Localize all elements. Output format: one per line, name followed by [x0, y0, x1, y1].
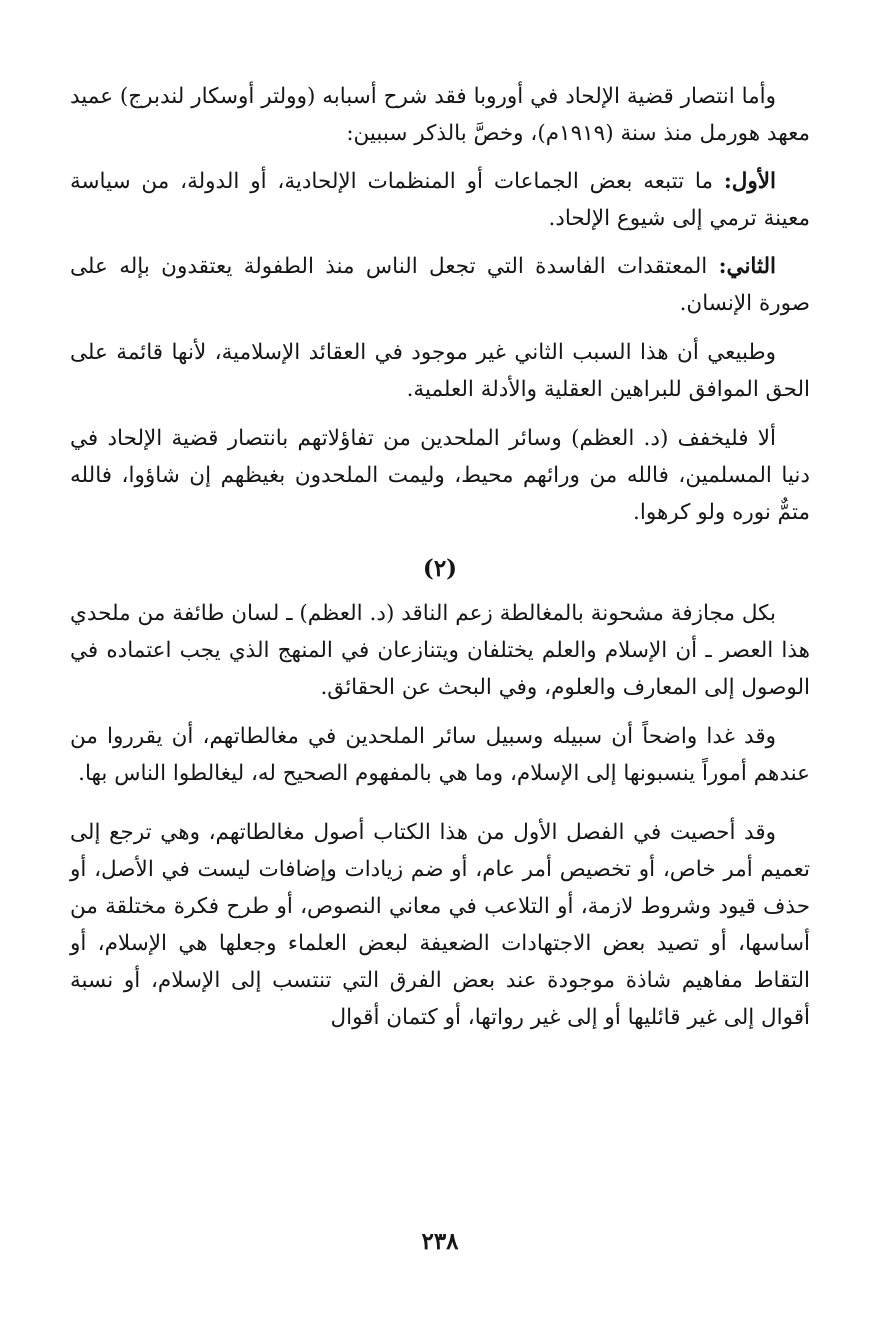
- paragraph-atheists-hopes: ألا فليخفف (د. العظم) وسائر الملحدين من تفاؤلاتهم بانتصار قضية الإلحاد في دنيا المسلمين، فالله من ورائهم محيط، وليمت الملحدون بغيظهم إن شاؤوا، فالله متمٌّ نوره ولو كرهوا.: [70, 426, 810, 525]
- paragraph-second-reason: [70, 248, 810, 322]
- first-reason-label: الأول:: [723, 169, 776, 194]
- page-number: ٢٣٨: [421, 1228, 459, 1255]
- book-page: [70, 78, 810, 1268]
- paragraph-islamic-beliefs: وطبيعي أن هذا السبب الثاني غير موجود في العقائد الإسلامية، لأنها قائمة على الحق الموافق للبراهين العقلية والأدلة العلمية.: [70, 340, 810, 402]
- section-number: (٢): [422, 555, 458, 582]
- second-reason-text: المعتقدات الفاسدة التي تجعل الناس منذ الطفولة يعتقدون بإله على صورة الإنسان.: [70, 254, 810, 316]
- first-reason-text: ما تتبعه بعض الجماعات أو المنظمات الإلحادية، أو الدولة، من سياسة معينة ترمي إلى شيوع الإلحاد.: [70, 169, 810, 231]
- paragraph-fallacy-method: وقد غدا واضحاً أن سبيله وسبيل سائر الملحدين في مغالطاتهم، أن يقرروا من عندهم أموراً ينسبونها إلى الإسلام، وما هي بالمفهوم الصحيح له، ليغالطوا الناس بها.: [70, 724, 810, 786]
- paragraph-first-reason: [70, 163, 810, 237]
- paragraph-fallacy-principles: وقد أحصيت في الفصل الأول من هذا الكتاب أصول مغالطاتهم، وهي ترجع إلى تعميم أمر خاص، أو تخصيص أمر عام، أو ضم زيادات وإضافات ليست في الأصل، أو حذف قيود وشروط لازمة، أو التلاعب في معاني النصوص، أو طرح فكرة مختلقة من أساسها، أو تصيد بعض الاجتهادات الضعيفة لبعض العلماء وجعلها هي الإسلام، أو التقاط مفاهيم شاذة موجودة عند بعض الفرق التي تنتسب إلى الإسلام، أو نسبة أقوال إلى غير قائليها أو إلى غير رواتها، أو كتمان أقوال: [70, 820, 810, 1030]
- paragraph-critic-claim: بكل مجازفة مشحونة بالمغالطة زعم الناقد (د. العظم) ـ لسان طائفة من ملحدي هذا العصر ـ أن الإسلام والعلم يختلفان ويتنازعان في المنهج الذي يجب اعتماده في الوصول إلى المعارف والعلوم، وفي البحث عن الحقائق.: [70, 601, 810, 700]
- paragraph-atheism-europe: وأما انتصار قضية الإلحاد في أوروبا فقد شرح أسبابه (وولتر أوسكار لندبرج) عميد معهد هورمل منذ سنة (١٩١٩م)، وخصَّ بالذكر سببين:: [70, 84, 810, 146]
- second-reason-label: الثاني:: [718, 254, 776, 279]
